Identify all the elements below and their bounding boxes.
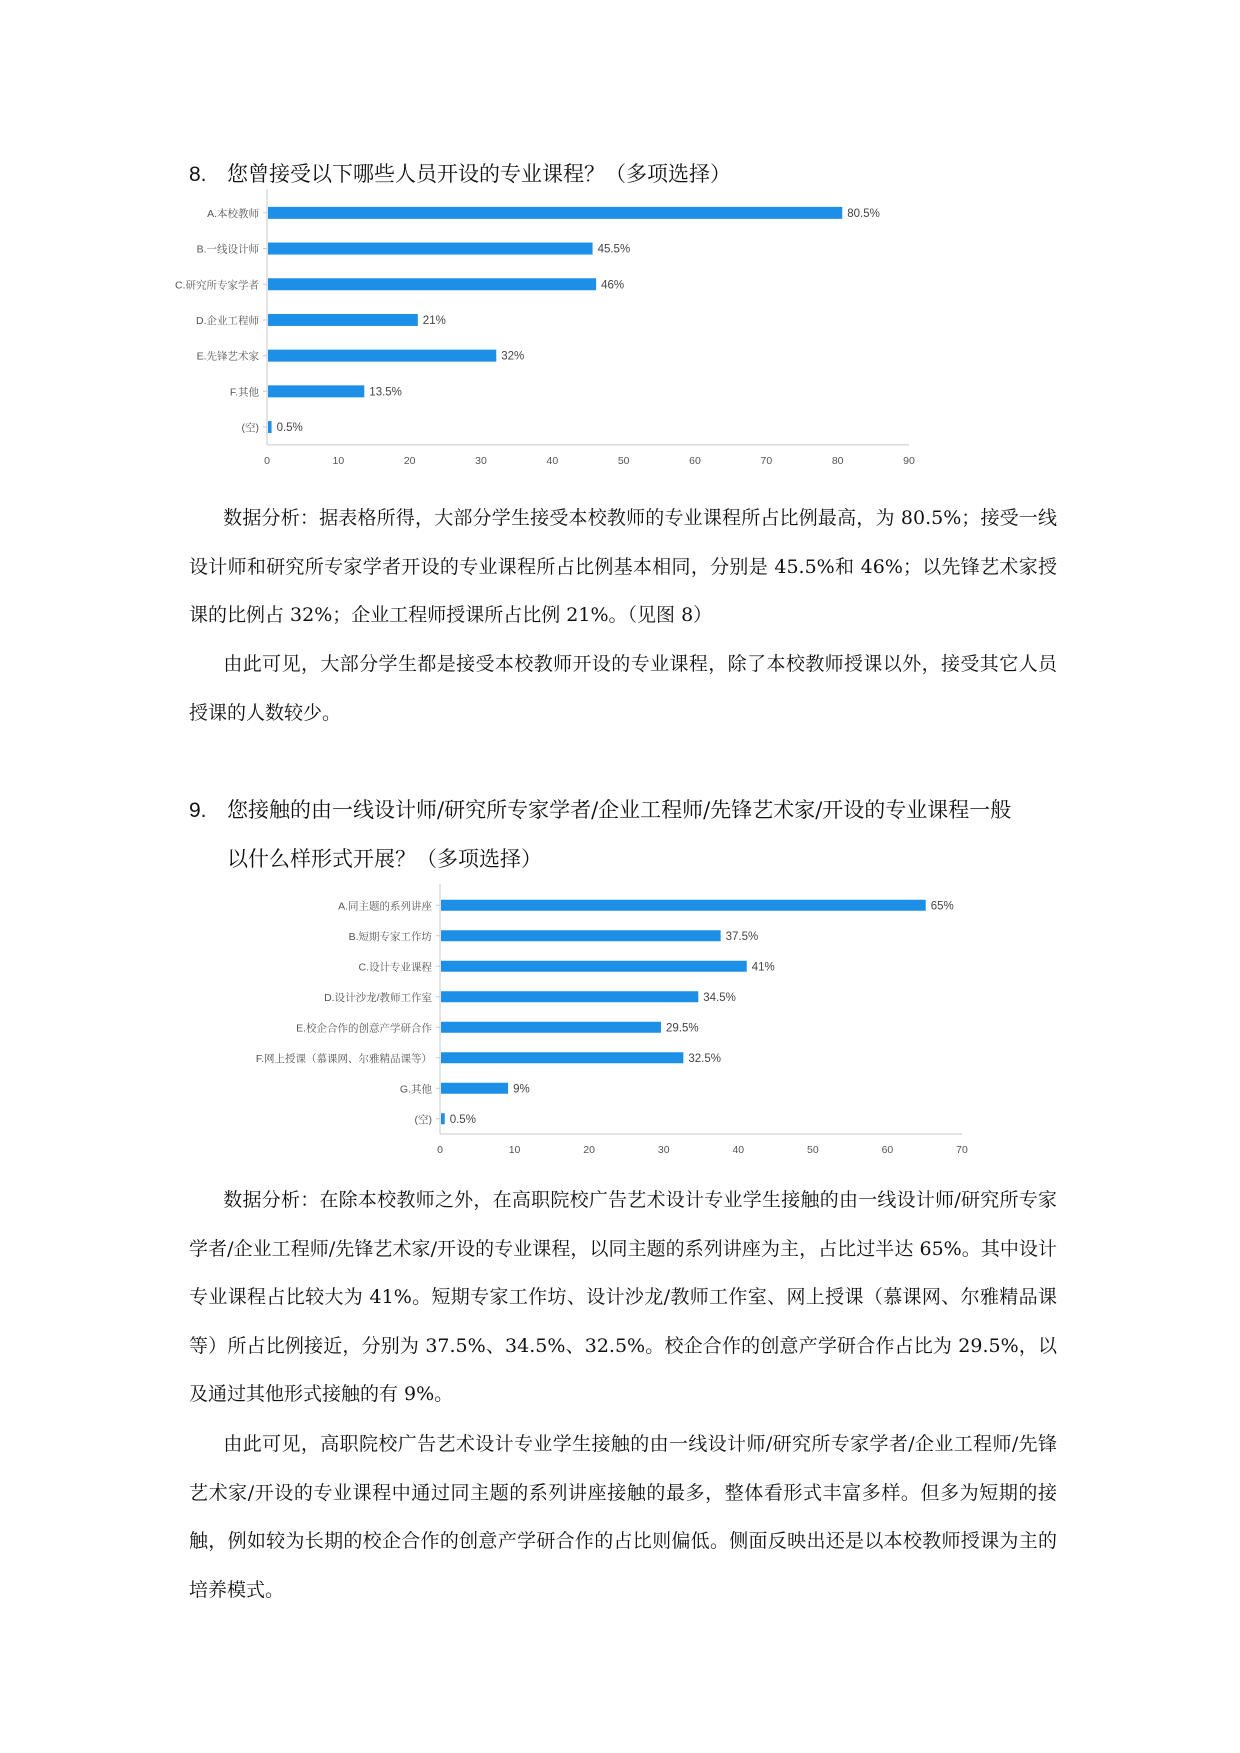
bar — [268, 385, 364, 397]
data-label: 46% — [601, 279, 625, 292]
data-label: 29.5% — [665, 1022, 699, 1035]
bar — [441, 1022, 661, 1033]
x-tick-label: 40 — [546, 454, 559, 467]
question-text: 您接触的由一线设计师/研究所专家学者/企业工程师/先锋艺术家/开设的专业课程一般 — [227, 798, 1012, 822]
x-tick-label: 50 — [617, 454, 630, 467]
x-tick-label: 90 — [903, 454, 915, 467]
paragraph-text: 由此可见，高职院校广告艺术设计专业学生接触的由一线设计师/研究所专家学者/企业工程师/先锋艺术家/开设的专业课程中通过同主题的系列讲座接触的最多，整体看形式丰富多样。但多为短期的接触，例如较为长期的校企合作的创意产学研合作的占比则偏低。侧面反映出还是以本校教师授课为主的培养模式。 — [189, 1433, 1057, 1601]
question-text: 您曾接受以下哪些人员开设的专业课程？（多项选择） — [227, 162, 731, 186]
data-label: 0.5% — [276, 422, 303, 435]
category-label: F.网上授课（慕课网、尔雅精品课等） — [255, 1052, 432, 1065]
x-tick-label: 40 — [732, 1144, 745, 1156]
bar — [441, 991, 698, 1002]
x-tick-label: 20 — [583, 1144, 595, 1156]
x-tick-label: 70 — [760, 454, 773, 467]
analysis-paragraph — [189, 494, 1057, 640]
x-tick-label: 50 — [807, 1144, 819, 1156]
category-label: B.一线设计师 — [196, 243, 259, 256]
x-tick-label: 10 — [332, 454, 345, 467]
x-tick-label: 60 — [881, 1144, 894, 1156]
bar — [441, 1083, 508, 1094]
category-label: D.设计沙龙/教师工作室 — [324, 991, 432, 1004]
data-label: 37.5% — [725, 930, 759, 943]
x-tick-label: 0 — [437, 1144, 443, 1156]
paragraph-text: 由此可见，大部分学生都是接受本校教师开设的专业课程，除了本校教师授课以外，接受其它人员授课的人数较少。 — [189, 653, 1057, 724]
question-9 — [189, 786, 1069, 883]
data-label: 0.5% — [449, 1113, 476, 1126]
category-label: F.其他 — [229, 386, 259, 399]
category-label: A.本校教师 — [207, 207, 259, 220]
question-number: 9. — [189, 799, 207, 822]
category-label: B.短期专家工作坊 — [348, 930, 432, 943]
category-label: G.其他 — [399, 1083, 432, 1096]
data-label: 32% — [501, 350, 525, 363]
x-tick-label: 80 — [831, 454, 844, 467]
category-label: C.研究所专家学者 — [175, 279, 259, 292]
category-label: E.校企合作的创意产学研合作 — [296, 1022, 432, 1035]
category-label: A.同主题的系列讲座 — [338, 900, 432, 913]
x-tick-label: 60 — [689, 454, 701, 467]
bar-chart-9 — [240, 880, 1000, 1170]
question-text-continued: 以什么样形式开展？（多项选择） — [227, 847, 542, 871]
question-8 — [189, 150, 731, 199]
paragraph-text: 数据分析：据表格所得，大部分学生接受本校教师的专业课程所占比例最高，为 80.5%；接受一线设计师和研究所专家学者开设的专业课程所占比例基本相同，分别是 45.5%和 46%；以先锋艺术家授课的比例占 32%；企业工程师授课所占比例 21%。（见图 8） — [189, 507, 1057, 626]
data-label: 32.5% — [688, 1052, 721, 1065]
x-tick-label: 30 — [475, 454, 487, 467]
analysis-paragraph — [189, 1176, 1057, 1419]
bar — [441, 1113, 445, 1124]
bar — [268, 207, 842, 219]
data-label: 21% — [422, 314, 446, 327]
x-tick-label: 10 — [508, 1144, 521, 1156]
category-label: (空) — [414, 1113, 432, 1126]
category-label: (空) — [241, 422, 259, 435]
category-label: D.企业工程师 — [196, 314, 259, 327]
x-tick-label: 30 — [657, 1144, 670, 1156]
bar — [268, 421, 272, 433]
data-label: 41% — [751, 961, 775, 974]
data-label: 45.5% — [597, 243, 631, 256]
question-number: 8. — [189, 163, 207, 186]
bar-chart-8 — [175, 195, 960, 490]
category-label: E.先锋艺术家 — [196, 350, 259, 363]
data-label: 65% — [930, 900, 954, 913]
x-tick-label: 20 — [403, 454, 416, 467]
bar — [268, 314, 418, 326]
x-tick-label: 0 — [264, 454, 270, 467]
bar — [441, 930, 721, 941]
data-label: 34.5% — [703, 991, 736, 1004]
bar — [441, 961, 747, 972]
bar — [441, 1052, 683, 1063]
bar — [268, 278, 596, 290]
data-label: 9% — [513, 1083, 530, 1096]
bar — [268, 350, 496, 362]
category-label: C.设计专业课程 — [358, 961, 432, 974]
paragraph-text: 数据分析：在除本校教师之外，在高职院校广告艺术设计专业学生接触的由一线设计师/研究所专家学者/企业工程师/先锋艺术家/开设的专业课程，以同主题的系列讲座为主，占比过半达 65%。其中设计专业课程占比较大为 41%。短期专家工作坊、设计沙龙/教师工作室、网上授课（慕课网、尔雅精品课等）所占比例接近，分别为 37.5%、34.5%、32.5%。校企合作的创意产学研合作占比为 29.5%，以及通过其他形式接触的有 9%。 — [189, 1189, 1057, 1405]
conclusion-paragraph — [189, 640, 1057, 737]
x-tick-label: 70 — [956, 1144, 968, 1156]
data-label: 80.5% — [847, 207, 880, 220]
bar — [268, 243, 593, 255]
data-label: 13.5% — [369, 386, 402, 399]
conclusion-paragraph — [189, 1420, 1057, 1614]
bar — [441, 900, 926, 911]
